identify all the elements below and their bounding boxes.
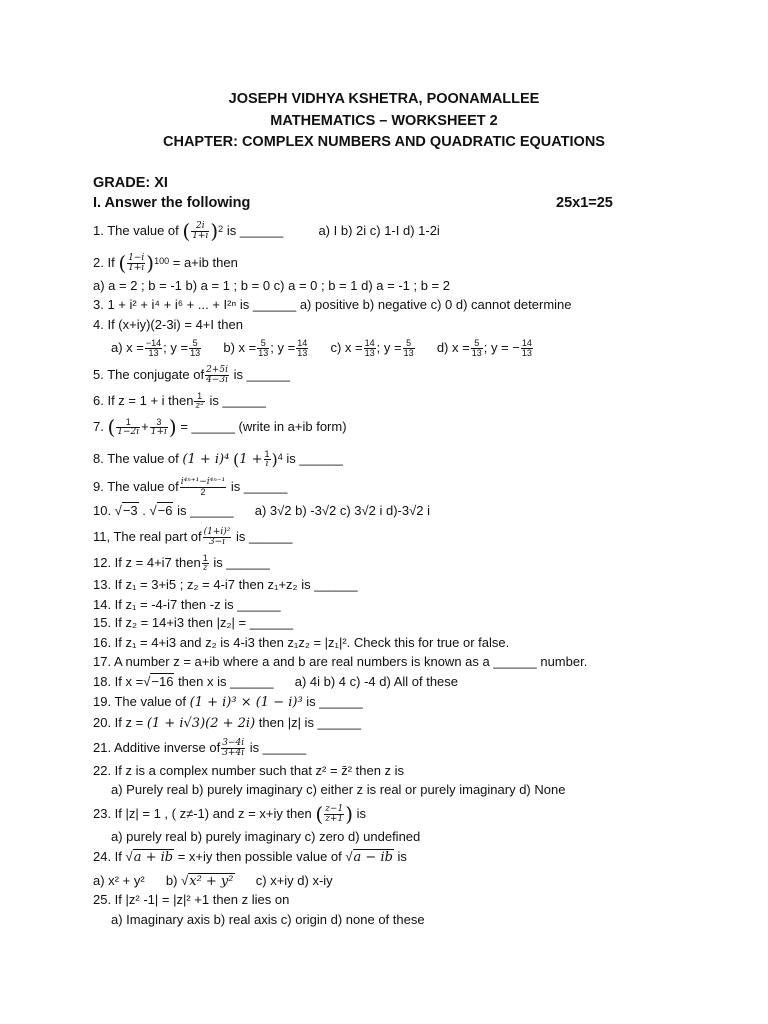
question-9: 9. The value of $\frac{\text{i⁴ⁿ⁺¹−i⁴ⁿ⁻¹}}{2}$ is ______ [93, 477, 288, 497]
chapter-title: CHAPTER: COMPLEX NUMBERS AND QUADRATIC EQUATIONS [163, 134, 605, 150]
question-11: 11, The real part of $\frac{\text{(1+i)²}}{3-i}$ is ______ [93, 527, 293, 547]
worksheet-subject: MATHEMATICS – WORKSHEET 2 [270, 113, 498, 129]
question-5: 5. The conjugate of $\frac{2+5i}{4-3i}$ is ______ [93, 365, 290, 385]
section-marks: 25x1=25 [556, 195, 613, 211]
q4-option-d: d) x = $\frac{5}{13}$ ; y = − $\frac{14}{13}$ [436, 338, 532, 358]
question-1-options: a) I b) 2i c) 1-I d) 1-2i [318, 222, 440, 238]
question-3: 3. 1 + i² + i⁴ + i⁶ + ... + I²ⁿ is ______ a) positive b) negative c) 0 d) cannot determine [93, 297, 572, 312]
grade-label: GRADE: XI [93, 175, 168, 191]
question-23-options: a) purely real b) purely imaginary c) zero d) undefined [111, 829, 421, 844]
question-14: 14. If z₁ = -4-i7 then -z is ______ [93, 597, 281, 612]
question-22: 22. If z is a complex number such that z² = z̄² then z is [93, 763, 405, 778]
question-19: 19. The value of (1 + i)³ × (1 − i)³ is ______ [93, 694, 363, 710]
school-name: JOSEPH VIDHYA KSHETRA, POONAMALLEE [228, 91, 540, 107]
question-10-options: a) 3√2 b) -3√2 c) 3√2 i d)-3√2 i [254, 503, 430, 518]
question-13: 13. If z₁ = 3+i5 ; z₂ = 4-i7 then z₁+z₂ is ______ [93, 577, 358, 592]
question-24-options: a) x² + y² b) √x² + y² c) x+iy d) x-iy [93, 873, 333, 889]
question-2: 2. If ( $\frac{1-i}{1+i}$ )$^{100}$ = a+ib then [93, 251, 238, 275]
section-title: I. Answer the following [93, 195, 251, 211]
question-2-options: a) a = 2 ; b = -1 b) a = 1 ; b = 0 c) a = 0 ; b = 1 d) a = -1 ; b = 2 [93, 278, 450, 293]
question-20: 20. If z = (1 + i√3)(2 + 2i) then |z| is ______ [93, 715, 361, 731]
question-25: 25. If |z² -1| = |z|² +1 then z lies on [93, 892, 290, 907]
question-7: 7. ( $\frac{1}{1-2i}$ + $\frac{3}{1+i}$ ) = ______ (write in a+ib form) [93, 415, 347, 439]
q4-option-c: c) x = $\frac{14}{13}$ ; y = $\frac{5}{13}$ [330, 338, 414, 358]
question-12: 12. If z = 4+i7 then $\frac{1}{z}$ is ______ [93, 553, 270, 573]
question-24: 24. If √a + ib = x+iy then possible value of √a − ib is [93, 849, 407, 865]
question-4: 4. If (x+iy)(2-3i) = 4+I then [93, 317, 243, 332]
question-4-options [111, 339, 534, 358]
question-18-options: a) 4i b) 4 c) -4 d) All of these [294, 674, 459, 689]
question-18: 18. If x =√−16 then x is ______ a) 4i b) 4 c) -4 d) All of these [93, 674, 459, 689]
question-8: 8. The value of (1 + i)⁴ (1 + $\frac{1}{i}$ )$^4$ is ______ [93, 449, 343, 469]
q4-option-a: a) x = $\frac{-14}{13}$ ; y = $\frac{5}{13}$ [111, 338, 201, 358]
q4-option-b: b) x = $\frac{5}{13}$ ; y = $\frac{14}{13}$ [223, 338, 308, 358]
question-6: 6. If z = 1 + i then $\frac{1}{\text{z²}}$ is ______ [93, 391, 266, 411]
question-16: 16. If z₁ = 4+i3 and z₂ is 4-i3 then z₁z₂ = |z₁|². Check this for true or false. [93, 635, 510, 650]
question-15: 15. If z₂ = 14+i3 then |z₂| = ______ [93, 615, 294, 630]
question-21: 21. Additive inverse of $\frac{3-4i}{3+4i}$ is ______ [93, 738, 307, 758]
question-22-options: a) Purely real b) purely imaginary c) either z is real or purely imaginary d) None [111, 782, 566, 797]
question-23: 23. If |z| = 1 , ( z≠-1) and z = x+iy then ( $\frac{z-1}{z+1}$ ) is [93, 802, 367, 826]
question-17: 17. A number z = a+ib where a and b are real numbers is known as a ______ number. [93, 654, 588, 669]
question-25-options: a) Imaginary axis b) real axis c) origin d) none of these [111, 912, 425, 927]
question-1: 1. The value of ( $\frac{2i}{1+i}$ )$^2$ is ______ a) I b) 2i c) 1-I d) 1-2i [93, 219, 440, 243]
question-10: 10. √−3 . √−6 is ______ a) 3√2 b) -3√2 c) 3√2 i d)-3√2 i [93, 503, 430, 518]
